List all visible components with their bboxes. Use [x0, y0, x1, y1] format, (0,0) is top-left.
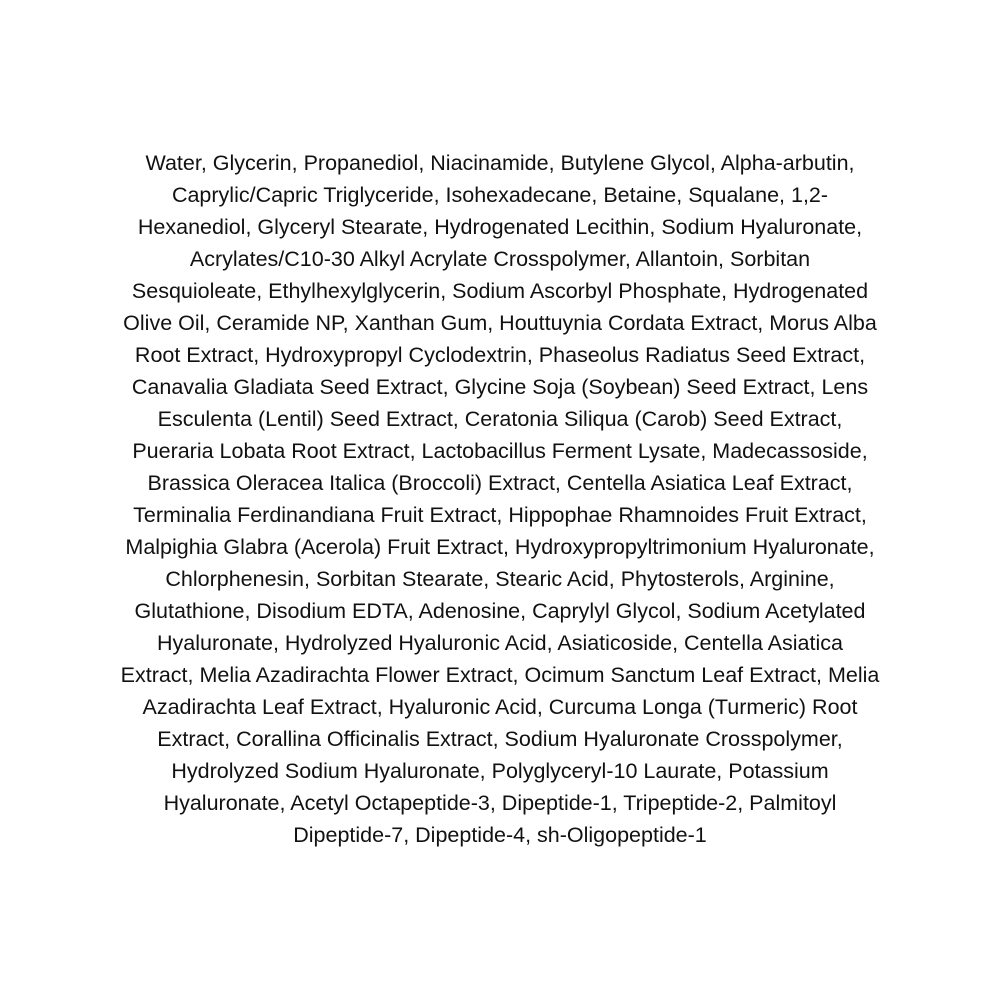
ingredients-line: Extract, Melia Azadirachta Flower Extract, Ocimum Sanctum Leaf Extract, Melia: [120, 663, 880, 687]
ingredients-line: Azadirachta Leaf Extract, Hyaluronic Acid, Curcuma Longa (Turmeric) Root: [142, 695, 858, 719]
ingredients-line: Malpighia Glabra (Acerola) Fruit Extract, Hydroxypropyltrimonium Hyaluronate,: [125, 535, 875, 559]
ingredients-line: Extract, Corallina Officinalis Extract, Sodium Hyaluronate Crosspolymer,: [157, 727, 843, 751]
ingredients-line: Sesquioleate, Ethylhexylglycerin, Sodium Ascorbyl Phosphate, Hydrogenated: [131, 279, 869, 303]
ingredients-line: Hexanediol, Glyceryl Stearate, Hydrogenated Lecithin, Sodium Hyaluronate,: [137, 215, 863, 239]
ingredients-line: Root Extract, Hydroxypropyl Cyclodextrin, Phaseolus Radiatus Seed Extract,: [134, 343, 866, 367]
ingredients-line: Caprylic/Capric Triglyceride, Isohexadecane, Betaine, Squalane, 1,2-: [171, 183, 829, 207]
ingredients-line: Olive Oil, Ceramide NP, Xanthan Gum, Houttuynia Cordata Extract, Morus Alba: [123, 311, 877, 335]
ingredients-line: Hyaluronate, Acetyl Octapeptide-3, Dipeptide-1, Tripeptide-2, Palmitoyl: [163, 791, 837, 815]
ingredients-line: Acrylates/C10-30 Alkyl Acrylate Crosspolymer, Allantoin, Sorbitan: [189, 247, 811, 271]
ingredients-line: Hyaluronate, Hydrolyzed Hyaluronic Acid, Asiaticoside, Centella Asiatica: [157, 631, 843, 655]
ingredients-line: Water, Glycerin, Propanediol, Niacinamide, Butylene Glycol, Alpha-arbutin,: [145, 151, 855, 175]
ingredients-line: Chlorphenesin, Sorbitan Stearate, Stearic Acid, Phytosterols, Arginine,: [165, 567, 835, 591]
ingredients-line: Hydrolyzed Sodium Hyaluronate, Polyglyceryl-10 Laurate, Potassium: [171, 759, 829, 783]
ingredients-line: Glutathione, Disodium EDTA, Adenosine, Caprylyl Glycol, Sodium Acetylated: [134, 599, 866, 623]
ingredients-line: Dipeptide-7, Dipeptide-4, sh-Oligopeptide-1: [293, 823, 707, 847]
ingredients-line: Canavalia Gladiata Seed Extract, Glycine Soja (Soybean) Seed Extract, Lens: [131, 375, 869, 399]
ingredients-line: Pueraria Lobata Root Extract, Lactobacillus Ferment Lysate, Madecassoside,: [132, 439, 868, 463]
ingredients-line: Esculenta (Lentil) Seed Extract, Ceratonia Siliqua (Carob) Seed Extract,: [157, 407, 843, 431]
ingredients-line: Terminalia Ferdinandiana Fruit Extract, Hippophae Rhamnoides Fruit Extract,: [133, 503, 867, 527]
ingredients-list: [0, 147, 1000, 851]
ingredients-line: Brassica Oleracea Italica (Broccoli) Extract, Centella Asiatica Leaf Extract,: [147, 471, 853, 495]
